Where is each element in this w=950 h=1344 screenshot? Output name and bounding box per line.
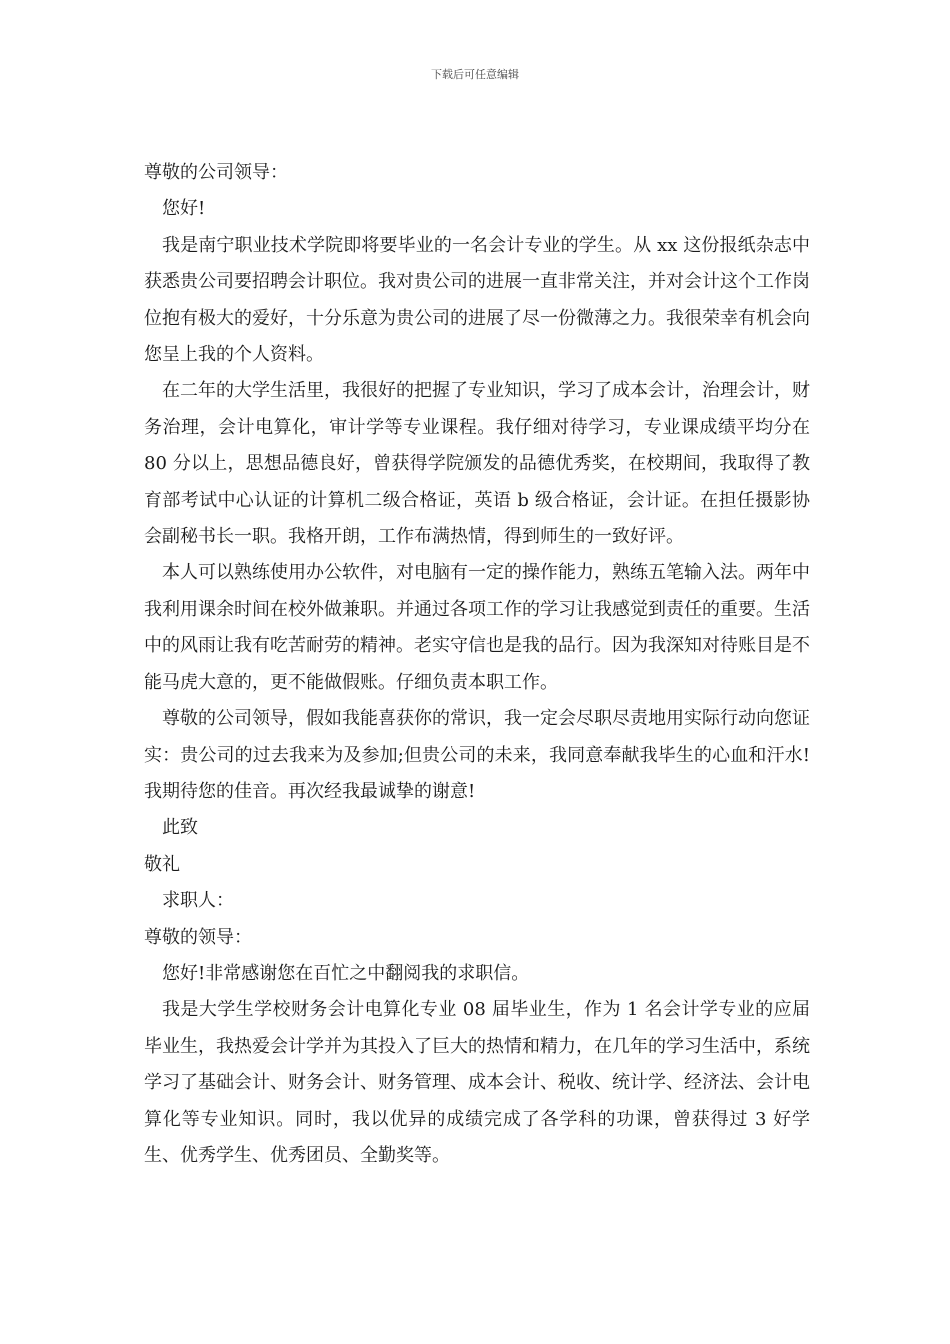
- closing-regards: 敬礼: [144, 853, 180, 875]
- paragraph-introduction-2: 我是大学生学校财务会计电算化专业 08 届毕业生，作为 1 名会计学专业的应届毕业生，我热爱会计学并为其投入了巨大的热情和精力，在几年的学习生活中，系统学习了基础会计、财务会计、财务管理、成本会计、税收、统计学、经济法、会计电算化等专业知识。同时，我以优异的成绩完成了各学科的功课，曾获得过 3 好学生、优秀学生、优秀团员、全勤奖等。: [144, 999, 810, 1166]
- paragraph-closing: 尊敬的公司领导，假如我能喜获你的常识，我一定会尽职尽责地用实际行动向您证实：贵公司的过去我来为及参加;但贵公司的未来，我同意奉献我毕生的心血和汗水!我期待您的佳音。再次经我最诚挚的谢意!: [144, 708, 810, 802]
- paragraph-education: 在二年的大学生活里，我很好的把握了专业知识，学习了成本会计，治理会计，财务治理，会计电算化，审计学等专业课程。我仔细对待学习，专业课成绩平均分在 80 分以上，思想品德良好，曾获得学院颁发的品德优秀奖，在校期间，我取得了教育部考试中心认证的计算机二级合格证，英语 b 级合格证，会计证。在担任摄影协会副秘书长一职。我格开朗，工作布满热情，得到师生的一致好评。: [144, 380, 810, 548]
- greeting: 您好!: [162, 198, 206, 220]
- greeting-2: 您好!非常感谢您在百忙之中翻阅我的求职信。: [162, 962, 530, 984]
- header-note: 下载后可任意编辑: [431, 68, 519, 81]
- salutation: 尊敬的公司领导：: [144, 162, 288, 183]
- closing-phrase: 此致: [162, 817, 198, 839]
- paragraph-skills: 本人可以熟练使用办公软件，对电脑有一定的操作能力，熟练五笔输入法。两年中我利用课余时间在校外做兼职。并通过各项工作的学习让我感觉到责任的重要。生活中的风雨让我有吃苦耐劳的精神。老实守信也是我的品行。因为我深知对待账目是不能马虎大意的，更不能做假账。仔细负责本职工作。: [144, 562, 810, 693]
- signature-label: 求职人：: [162, 890, 234, 912]
- letter-body: [144, 155, 810, 1174]
- salutation-2: 尊敬的领导：: [144, 926, 252, 948]
- paragraph-introduction: 我是南宁职业技术学院即将要毕业的一名会计专业的学生。从 xx 这份报纸杂志中获悉贵公司要招聘会计职位。我对贵公司的进展一直非常关注，并对会计这个工作岗位抱有极大的爱好，十分乐意为贵公司的进展了尽一份微薄之力。我很荣幸有机会向您呈上我的个人资料。: [144, 234, 810, 366]
